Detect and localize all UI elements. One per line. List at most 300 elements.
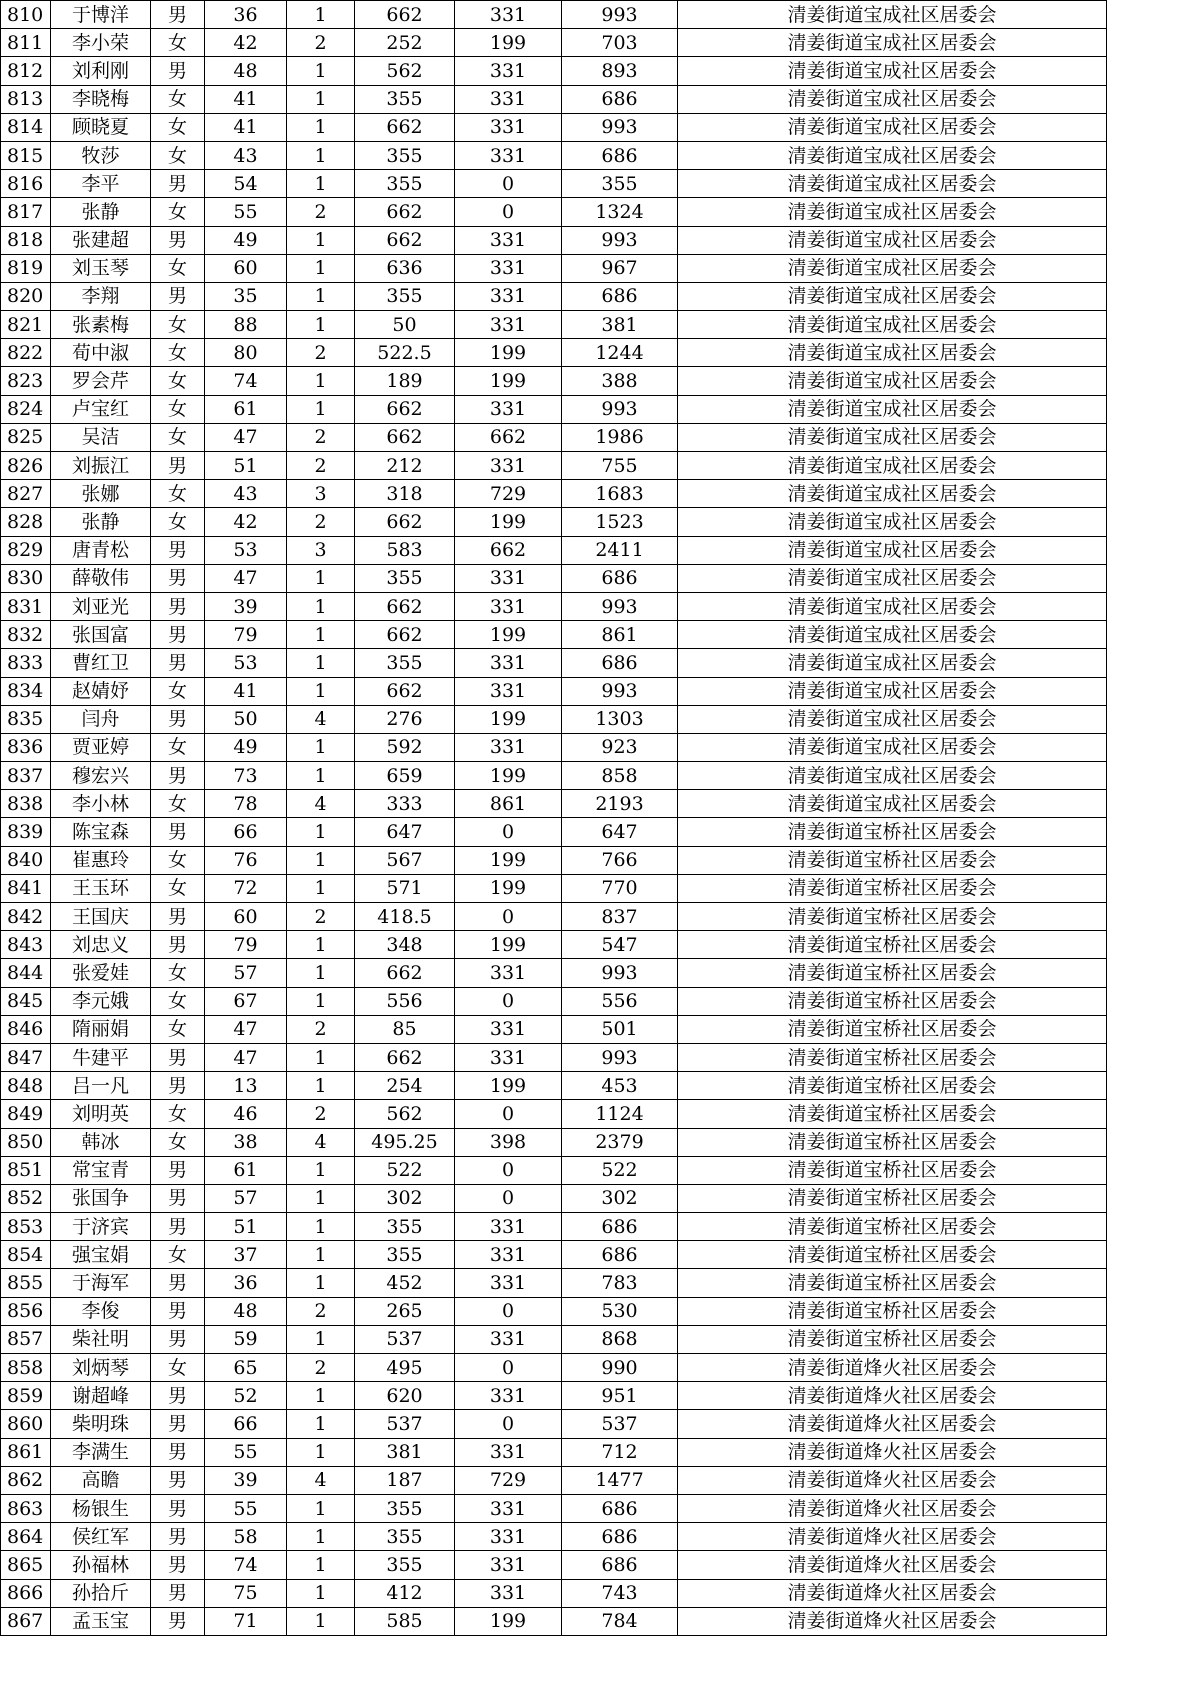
community-cell: 清姜街道宝成社区居委会: [678, 226, 1107, 254]
table-row: [1, 1156, 1107, 1184]
name-cell: 李满生: [51, 1438, 151, 1466]
age-cell: 41: [205, 677, 287, 705]
name-cell: 李俊: [51, 1297, 151, 1325]
gender-cell: 女: [151, 1015, 205, 1043]
row-number-cell: 830: [1, 564, 51, 592]
amount-b-cell: 331: [455, 254, 562, 282]
count-cell: 1: [287, 1156, 355, 1184]
amount-b-cell: 199: [455, 1072, 562, 1100]
amount-b-cell: 331: [455, 452, 562, 480]
row-number-cell: 820: [1, 282, 51, 310]
table-row: [1, 1269, 1107, 1297]
table-row: [1, 1579, 1107, 1607]
table-row: [1, 1325, 1107, 1353]
table-row: [1, 733, 1107, 761]
total-cell: 993: [562, 677, 678, 705]
age-cell: 80: [205, 339, 287, 367]
count-cell: 1: [287, 1213, 355, 1241]
amount-a-cell: 662: [355, 959, 455, 987]
amount-b-cell: 662: [455, 536, 562, 564]
community-cell: 清姜街道宝成社区居委会: [678, 85, 1107, 113]
total-cell: 1986: [562, 423, 678, 451]
total-cell: 770: [562, 874, 678, 902]
total-cell: 993: [562, 113, 678, 141]
row-number-cell: 866: [1, 1579, 51, 1607]
row-number-cell: 857: [1, 1325, 51, 1353]
table-row: [1, 198, 1107, 226]
count-cell: 2: [287, 1015, 355, 1043]
amount-a-cell: 585: [355, 1607, 455, 1635]
total-cell: 993: [562, 592, 678, 620]
community-cell: 清姜街道宝成社区居委会: [678, 282, 1107, 310]
total-cell: 686: [562, 649, 678, 677]
total-cell: 993: [562, 1043, 678, 1071]
gender-cell: 男: [151, 903, 205, 931]
community-cell: 清姜街道宝成社区居委会: [678, 508, 1107, 536]
amount-a-cell: 647: [355, 818, 455, 846]
amount-a-cell: 452: [355, 1269, 455, 1297]
count-cell: 3: [287, 536, 355, 564]
count-cell: 1: [287, 85, 355, 113]
age-cell: 55: [205, 198, 287, 226]
name-cell: 谢超峰: [51, 1382, 151, 1410]
table-row: [1, 1184, 1107, 1212]
table-row: [1, 85, 1107, 113]
community-cell: 清姜街道宝桥社区居委会: [678, 1043, 1107, 1071]
row-number-cell: 829: [1, 536, 51, 564]
table-row: [1, 141, 1107, 169]
count-cell: 1: [287, 762, 355, 790]
amount-b-cell: 331: [455, 1551, 562, 1579]
row-number-cell: 855: [1, 1269, 51, 1297]
amount-b-cell: 662: [455, 423, 562, 451]
gender-cell: 女: [151, 733, 205, 761]
name-cell: 张静: [51, 198, 151, 226]
amount-a-cell: 189: [355, 367, 455, 395]
community-cell: 清姜街道宝桥社区居委会: [678, 1015, 1107, 1043]
row-number-cell: 823: [1, 367, 51, 395]
age-cell: 48: [205, 1297, 287, 1325]
count-cell: 1: [287, 987, 355, 1015]
count-cell: 1: [287, 311, 355, 339]
amount-a-cell: 355: [355, 1523, 455, 1551]
name-cell: 李元娥: [51, 987, 151, 1015]
count-cell: 2: [287, 1354, 355, 1382]
table-row: [1, 536, 1107, 564]
total-cell: 537: [562, 1410, 678, 1438]
total-cell: 2193: [562, 790, 678, 818]
table-row: [1, 452, 1107, 480]
age-cell: 72: [205, 874, 287, 902]
count-cell: 4: [287, 705, 355, 733]
total-cell: 1303: [562, 705, 678, 733]
row-number-cell: 824: [1, 395, 51, 423]
amount-b-cell: 331: [455, 677, 562, 705]
amount-b-cell: 331: [455, 1438, 562, 1466]
amount-a-cell: 567: [355, 846, 455, 874]
total-cell: 556: [562, 987, 678, 1015]
row-number-cell: 847: [1, 1043, 51, 1071]
amount-a-cell: 556: [355, 987, 455, 1015]
count-cell: 2: [287, 452, 355, 480]
row-number-cell: 846: [1, 1015, 51, 1043]
age-cell: 57: [205, 959, 287, 987]
total-cell: 547: [562, 931, 678, 959]
total-cell: 2411: [562, 536, 678, 564]
amount-a-cell: 662: [355, 423, 455, 451]
age-cell: 36: [205, 1269, 287, 1297]
count-cell: 1: [287, 367, 355, 395]
table-row: [1, 705, 1107, 733]
total-cell: 686: [562, 85, 678, 113]
community-cell: 清姜街道宝桥社区居委会: [678, 1213, 1107, 1241]
community-cell: 清姜街道宝成社区居委会: [678, 311, 1107, 339]
community-cell: 清姜街道宝成社区居委会: [678, 198, 1107, 226]
amount-a-cell: 495.25: [355, 1128, 455, 1156]
amount-a-cell: 252: [355, 29, 455, 57]
total-cell: 755: [562, 452, 678, 480]
name-cell: 刘利刚: [51, 57, 151, 85]
total-cell: 703: [562, 29, 678, 57]
gender-cell: 男: [151, 1494, 205, 1522]
community-cell: 清姜街道宝成社区居委会: [678, 423, 1107, 451]
count-cell: 1: [287, 395, 355, 423]
age-cell: 39: [205, 592, 287, 620]
amount-a-cell: 495: [355, 1354, 455, 1382]
total-cell: 686: [562, 1241, 678, 1269]
table-row: [1, 29, 1107, 57]
age-cell: 54: [205, 170, 287, 198]
age-cell: 59: [205, 1325, 287, 1353]
age-cell: 38: [205, 1128, 287, 1156]
table-row: [1, 564, 1107, 592]
count-cell: 1: [287, 226, 355, 254]
gender-cell: 男: [151, 1551, 205, 1579]
age-cell: 57: [205, 1184, 287, 1212]
count-cell: 1: [287, 1607, 355, 1635]
amount-b-cell: 331: [455, 564, 562, 592]
gender-cell: 男: [151, 1579, 205, 1607]
table-row: [1, 311, 1107, 339]
amount-a-cell: 662: [355, 113, 455, 141]
amount-a-cell: 636: [355, 254, 455, 282]
gender-cell: 女: [151, 480, 205, 508]
gender-cell: 男: [151, 1438, 205, 1466]
age-cell: 51: [205, 452, 287, 480]
name-cell: 王玉环: [51, 874, 151, 902]
name-cell: 刘振江: [51, 452, 151, 480]
amount-b-cell: 331: [455, 226, 562, 254]
table-row: [1, 1438, 1107, 1466]
name-cell: 卢宝红: [51, 395, 151, 423]
name-cell: 张爱娃: [51, 959, 151, 987]
amount-a-cell: 212: [355, 452, 455, 480]
total-cell: 1683: [562, 480, 678, 508]
amount-a-cell: 355: [355, 282, 455, 310]
total-cell: 1324: [562, 198, 678, 226]
count-cell: 1: [287, 1579, 355, 1607]
row-number-cell: 856: [1, 1297, 51, 1325]
name-cell: 刘炳琴: [51, 1354, 151, 1382]
community-cell: 清姜街道宝成社区居委会: [678, 29, 1107, 57]
community-cell: 清姜街道宝成社区居委会: [678, 677, 1107, 705]
count-cell: 1: [287, 564, 355, 592]
amount-b-cell: 0: [455, 170, 562, 198]
count-cell: 1: [287, 959, 355, 987]
total-cell: 967: [562, 254, 678, 282]
amount-b-cell: 331: [455, 1043, 562, 1071]
total-cell: 1124: [562, 1100, 678, 1128]
age-cell: 47: [205, 423, 287, 451]
table-row: [1, 790, 1107, 818]
amount-a-cell: 412: [355, 1579, 455, 1607]
amount-b-cell: 331: [455, 592, 562, 620]
community-cell: 清姜街道烽火社区居委会: [678, 1523, 1107, 1551]
community-cell: 清姜街道宝成社区居委会: [678, 790, 1107, 818]
age-cell: 37: [205, 1241, 287, 1269]
community-cell: 清姜街道宝成社区居委会: [678, 254, 1107, 282]
age-cell: 47: [205, 1043, 287, 1071]
table-row: [1, 1213, 1107, 1241]
community-cell: 清姜街道宝桥社区居委会: [678, 1072, 1107, 1100]
count-cell: 1: [287, 931, 355, 959]
count-cell: 2: [287, 508, 355, 536]
row-number-cell: 818: [1, 226, 51, 254]
amount-b-cell: 0: [455, 1354, 562, 1382]
row-number-cell: 822: [1, 339, 51, 367]
amount-b-cell: 0: [455, 1410, 562, 1438]
age-cell: 88: [205, 311, 287, 339]
table-body: [1, 1, 1107, 1636]
total-cell: 302: [562, 1184, 678, 1212]
community-cell: 清姜街道宝桥社区居委会: [678, 1241, 1107, 1269]
amount-a-cell: 562: [355, 57, 455, 85]
name-cell: 高瞻: [51, 1466, 151, 1494]
community-cell: 清姜街道宝成社区居委会: [678, 57, 1107, 85]
total-cell: 686: [562, 141, 678, 169]
table-row: [1, 931, 1107, 959]
amount-b-cell: 199: [455, 339, 562, 367]
name-cell: 王国庆: [51, 903, 151, 931]
count-cell: 1: [287, 1325, 355, 1353]
community-cell: 清姜街道烽火社区居委会: [678, 1466, 1107, 1494]
count-cell: 4: [287, 1466, 355, 1494]
total-cell: 1523: [562, 508, 678, 536]
community-cell: 清姜街道宝桥社区居委会: [678, 1128, 1107, 1156]
table-row: [1, 339, 1107, 367]
name-cell: 李小荣: [51, 29, 151, 57]
gender-cell: 女: [151, 1128, 205, 1156]
count-cell: 1: [287, 1551, 355, 1579]
row-number-cell: 848: [1, 1072, 51, 1100]
community-cell: 清姜街道宝桥社区居委会: [678, 903, 1107, 931]
amount-a-cell: 662: [355, 592, 455, 620]
age-cell: 49: [205, 733, 287, 761]
row-number-cell: 838: [1, 790, 51, 818]
amount-a-cell: 583: [355, 536, 455, 564]
count-cell: 1: [287, 282, 355, 310]
table-row: [1, 818, 1107, 846]
amount-a-cell: 522.5: [355, 339, 455, 367]
table-row: [1, 1297, 1107, 1325]
total-cell: 530: [562, 1297, 678, 1325]
community-cell: 清姜街道宝成社区居委会: [678, 480, 1107, 508]
amount-b-cell: 0: [455, 1100, 562, 1128]
gender-cell: 女: [151, 395, 205, 423]
gender-cell: 女: [151, 254, 205, 282]
age-cell: 60: [205, 254, 287, 282]
gender-cell: 男: [151, 57, 205, 85]
gender-cell: 女: [151, 113, 205, 141]
gender-cell: 男: [151, 705, 205, 733]
table-row: [1, 677, 1107, 705]
amount-a-cell: 355: [355, 85, 455, 113]
table-row: [1, 1551, 1107, 1579]
amount-a-cell: 355: [355, 1241, 455, 1269]
name-cell: 罗会芹: [51, 367, 151, 395]
gender-cell: 男: [151, 564, 205, 592]
amount-b-cell: 331: [455, 113, 562, 141]
gender-cell: 女: [151, 987, 205, 1015]
community-cell: 清姜街道宝桥社区居委会: [678, 1100, 1107, 1128]
name-cell: 赵婧妤: [51, 677, 151, 705]
gender-cell: 女: [151, 1354, 205, 1382]
total-cell: 868: [562, 1325, 678, 1353]
count-cell: 1: [287, 1072, 355, 1100]
table-row: [1, 226, 1107, 254]
name-cell: 李翔: [51, 282, 151, 310]
total-cell: 743: [562, 1579, 678, 1607]
row-number-cell: 839: [1, 818, 51, 846]
age-cell: 41: [205, 85, 287, 113]
age-cell: 71: [205, 1607, 287, 1635]
gender-cell: 男: [151, 1325, 205, 1353]
name-cell: 张国争: [51, 1184, 151, 1212]
age-cell: 48: [205, 57, 287, 85]
row-number-cell: 811: [1, 29, 51, 57]
total-cell: 993: [562, 395, 678, 423]
count-cell: 2: [287, 423, 355, 451]
community-cell: 清姜街道宝桥社区居委会: [678, 987, 1107, 1015]
row-number-cell: 863: [1, 1494, 51, 1522]
age-cell: 76: [205, 846, 287, 874]
row-number-cell: 853: [1, 1213, 51, 1241]
count-cell: 1: [287, 621, 355, 649]
count-cell: 1: [287, 1043, 355, 1071]
table-row: [1, 621, 1107, 649]
age-cell: 74: [205, 1551, 287, 1579]
age-cell: 47: [205, 564, 287, 592]
age-cell: 79: [205, 621, 287, 649]
gender-cell: 男: [151, 592, 205, 620]
amount-b-cell: 0: [455, 1184, 562, 1212]
community-cell: 清姜街道宝成社区居委会: [678, 564, 1107, 592]
gender-cell: 男: [151, 226, 205, 254]
name-cell: 牧莎: [51, 141, 151, 169]
table-row: [1, 903, 1107, 931]
gender-cell: 女: [151, 508, 205, 536]
gender-cell: 男: [151, 1523, 205, 1551]
name-cell: 李晓梅: [51, 85, 151, 113]
table-row: [1, 57, 1107, 85]
gender-cell: 男: [151, 452, 205, 480]
amount-a-cell: 355: [355, 1494, 455, 1522]
gender-cell: 男: [151, 536, 205, 564]
age-cell: 43: [205, 141, 287, 169]
community-cell: 清姜街道烽火社区居委会: [678, 1354, 1107, 1382]
row-number-cell: 827: [1, 480, 51, 508]
community-cell: 清姜街道宝成社区居委会: [678, 452, 1107, 480]
amount-a-cell: 355: [355, 141, 455, 169]
table-row: [1, 1072, 1107, 1100]
name-cell: 柴明珠: [51, 1410, 151, 1438]
name-cell: 于海军: [51, 1269, 151, 1297]
gender-cell: 女: [151, 423, 205, 451]
amount-b-cell: 331: [455, 85, 562, 113]
table-row: [1, 1043, 1107, 1071]
age-cell: 66: [205, 1410, 287, 1438]
row-number-cell: 865: [1, 1551, 51, 1579]
amount-b-cell: 199: [455, 29, 562, 57]
amount-a-cell: 355: [355, 170, 455, 198]
table-row: [1, 395, 1107, 423]
amount-a-cell: 50: [355, 311, 455, 339]
community-cell: 清姜街道烽火社区居委会: [678, 1551, 1107, 1579]
community-cell: 清姜街道宝成社区居委会: [678, 705, 1107, 733]
row-number-cell: 860: [1, 1410, 51, 1438]
amount-a-cell: 562: [355, 1100, 455, 1128]
amount-b-cell: 331: [455, 733, 562, 761]
row-number-cell: 825: [1, 423, 51, 451]
table-row: [1, 508, 1107, 536]
count-cell: 1: [287, 649, 355, 677]
amount-a-cell: 418.5: [355, 903, 455, 931]
community-cell: 清姜街道烽火社区居委会: [678, 1410, 1107, 1438]
age-cell: 50: [205, 705, 287, 733]
amount-b-cell: 398: [455, 1128, 562, 1156]
amount-b-cell: 0: [455, 987, 562, 1015]
gender-cell: 男: [151, 1184, 205, 1212]
gender-cell: 女: [151, 959, 205, 987]
age-cell: 65: [205, 1354, 287, 1382]
community-cell: 清姜街道宝成社区居委会: [678, 536, 1107, 564]
name-cell: 侯红军: [51, 1523, 151, 1551]
gender-cell: 男: [151, 1410, 205, 1438]
community-cell: 清姜街道宝成社区居委会: [678, 649, 1107, 677]
amount-a-cell: 620: [355, 1382, 455, 1410]
count-cell: 1: [287, 846, 355, 874]
community-cell: 清姜街道宝桥社区居委会: [678, 959, 1107, 987]
community-cell: 清姜街道宝成社区居委会: [678, 367, 1107, 395]
total-cell: 712: [562, 1438, 678, 1466]
amount-b-cell: 729: [455, 480, 562, 508]
amount-b-cell: 331: [455, 1579, 562, 1607]
total-cell: 355: [562, 170, 678, 198]
table-row: [1, 1241, 1107, 1269]
name-cell: 杨银生: [51, 1494, 151, 1522]
age-cell: 73: [205, 762, 287, 790]
age-cell: 55: [205, 1438, 287, 1466]
total-cell: 686: [562, 282, 678, 310]
gender-cell: 男: [151, 931, 205, 959]
age-cell: 79: [205, 931, 287, 959]
name-cell: 牛建平: [51, 1043, 151, 1071]
table-row: [1, 113, 1107, 141]
community-cell: 清姜街道宝桥社区居委会: [678, 1269, 1107, 1297]
community-cell: 清姜街道烽火社区居委会: [678, 1607, 1107, 1635]
name-cell: 刘玉琴: [51, 254, 151, 282]
count-cell: 1: [287, 113, 355, 141]
